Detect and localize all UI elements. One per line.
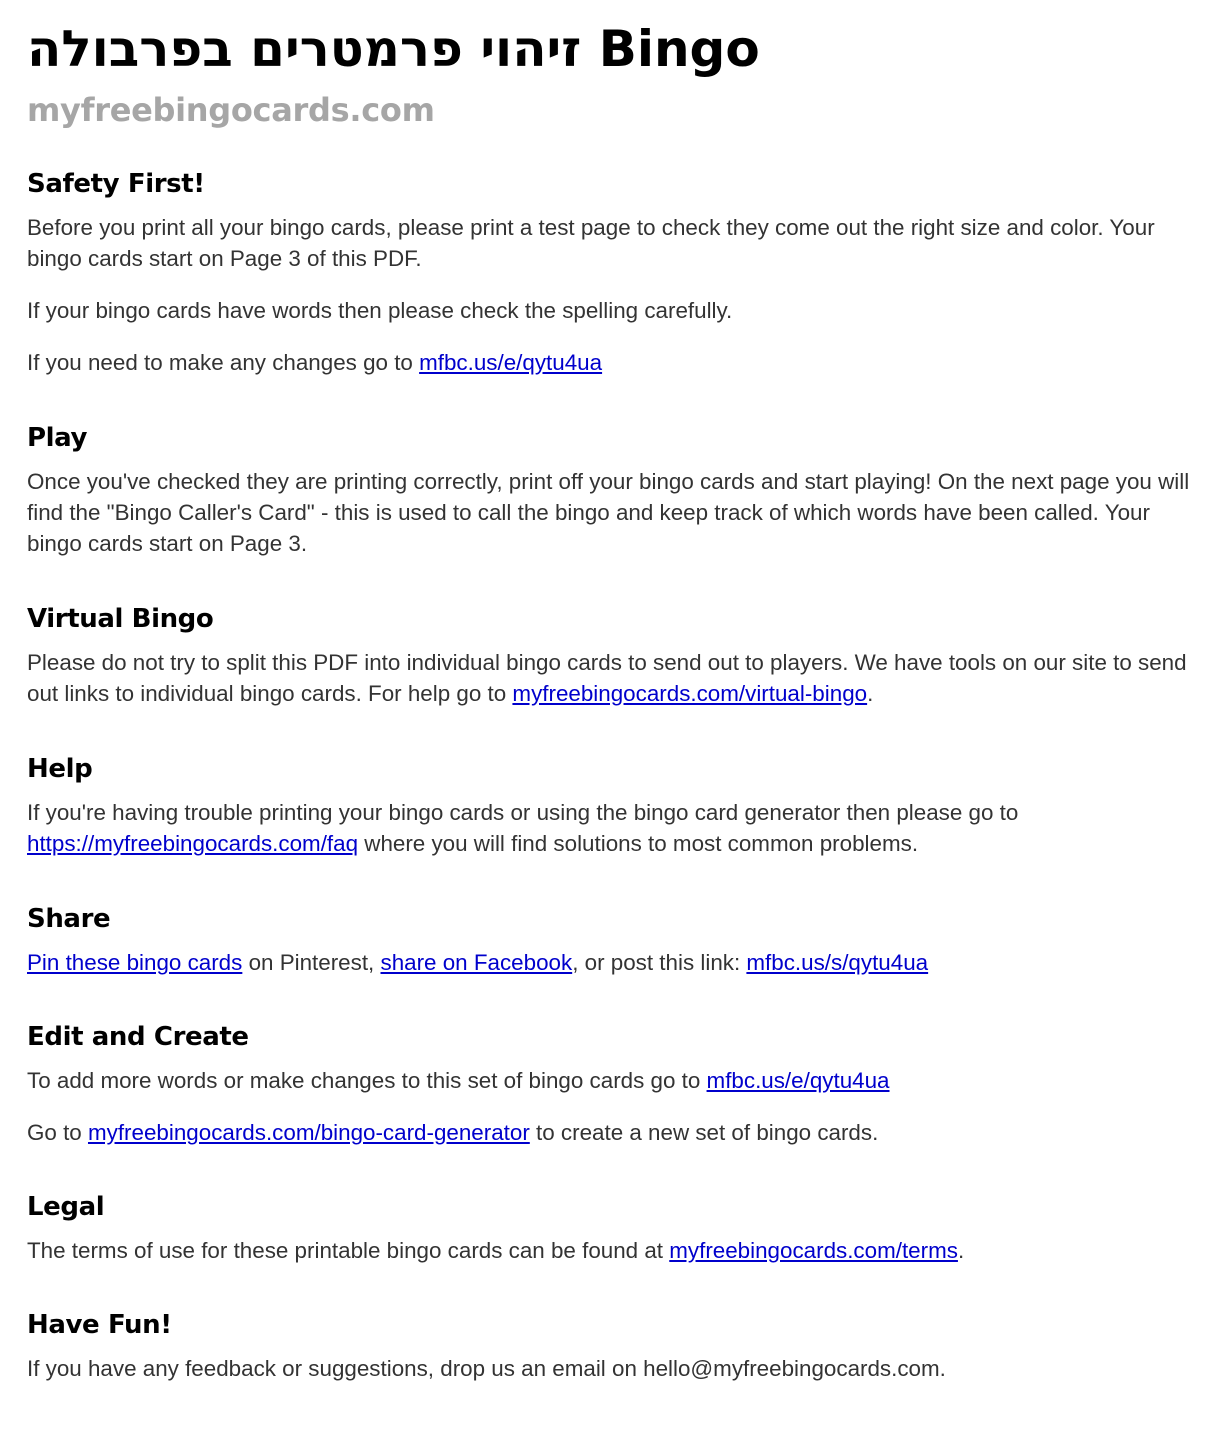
section-play — [27, 422, 1192, 559]
share-paragraph — [27, 947, 1192, 978]
have-fun-paragraph: If you have any feedback or suggestions, drop us an email on hello@myfreebingocards.com. — [27, 1356, 946, 1381]
facebook-share-link[interactable]: share on Facebook — [380, 950, 573, 975]
edit-text: To add more words or make changes to this set of bingo cards go to — [27, 1068, 707, 1093]
section-heading-play: Play — [27, 423, 88, 453]
document-page — [27, 18, 1192, 1384]
section-edit-and-create — [27, 1021, 1192, 1148]
edit-paragraph-add-words — [27, 1065, 1192, 1096]
safety-paragraph-spelling: If your bingo cards have words then please check the spelling carefully. — [27, 298, 733, 323]
section-legal — [27, 1191, 1192, 1266]
edit-set-link[interactable]: mfbc.us/e/qytu4ua — [706, 1068, 890, 1093]
section-help — [27, 753, 1192, 859]
site-name: myfreebingocards.com — [27, 91, 435, 129]
safety-paragraph-print-test: Before you print all your bingo cards, please print a test page to check they come out the right size and color. Your bingo cards start on Page 3 of this PDF. — [27, 215, 1155, 271]
edit-cards-link[interactable]: mfbc.us/e/qytu4ua — [419, 350, 603, 375]
pinterest-link[interactable]: Pin these bingo cards — [27, 950, 243, 975]
section-heading-safety-first: Safety First! — [27, 169, 205, 199]
section-share — [27, 903, 1192, 978]
section-have-fun — [27, 1309, 1192, 1384]
help-text: If you're having trouble printing your bingo cards or using the bingo card generator then please go to — [27, 800, 1019, 825]
play-paragraph: Once you've checked they are printing correctly, print off your bingo cards and start playing! On the next page you will find the "Bingo Caller's Card" - this is used to call the bingo and keep track of which words have been called. Your bingo cards start on Page 3. — [27, 469, 1190, 556]
help-paragraph — [27, 797, 1192, 859]
help-text-end: where you will find solutions to most common problems. — [358, 831, 919, 856]
virtual-bingo-period: . — [867, 681, 874, 706]
section-heading-virtual-bingo: Virtual Bingo — [27, 604, 214, 634]
bingo-card-generator-link[interactable]: myfreebingocards.com/bingo-card-generator — [87, 1120, 530, 1145]
share-short-link[interactable]: mfbc.us/s/qytu4ua — [746, 950, 929, 975]
faq-link[interactable]: https://myfreebingocards.com/faq — [27, 831, 359, 856]
virtual-bingo-paragraph — [27, 647, 1192, 709]
edit-paragraph-generator — [27, 1117, 1192, 1148]
safety-paragraph-changes — [27, 347, 1192, 378]
share-text-pinterest: on Pinterest, — [242, 950, 381, 975]
section-heading-share: Share — [27, 904, 111, 934]
legal-text: The terms of use for these printable bingo cards can be found at — [27, 1238, 670, 1263]
legal-paragraph — [27, 1235, 1192, 1266]
page-title: זיהוי פרמטרים בפרבולה Bingo — [27, 20, 760, 78]
safety-changes-text: If you need to make any changes go to — [27, 350, 420, 375]
legal-period: . — [957, 1238, 965, 1263]
section-safety-first — [27, 168, 1192, 378]
virtual-bingo-link[interactable]: myfreebingocards.com/virtual-bingo — [512, 681, 868, 706]
section-heading-have-fun: Have Fun! — [27, 1310, 172, 1340]
virtual-bingo-text: Please do not try to split this PDF into individual bingo cards to send out to players. We have tools on our site to send out links to individual bingo cards. For help go to — [27, 650, 1187, 706]
generator-text: Go to — [27, 1120, 88, 1145]
section-virtual-bingo — [27, 603, 1192, 709]
generator-text-end: to create a new set of bingo cards. — [529, 1120, 879, 1145]
share-text-post: , or post this link: — [572, 950, 747, 975]
section-heading-legal: Legal — [27, 1192, 105, 1222]
section-heading-help: Help — [27, 754, 93, 784]
section-heading-edit-and-create: Edit and Create — [27, 1022, 249, 1052]
terms-link[interactable]: myfreebingocards.com/terms — [669, 1238, 958, 1263]
